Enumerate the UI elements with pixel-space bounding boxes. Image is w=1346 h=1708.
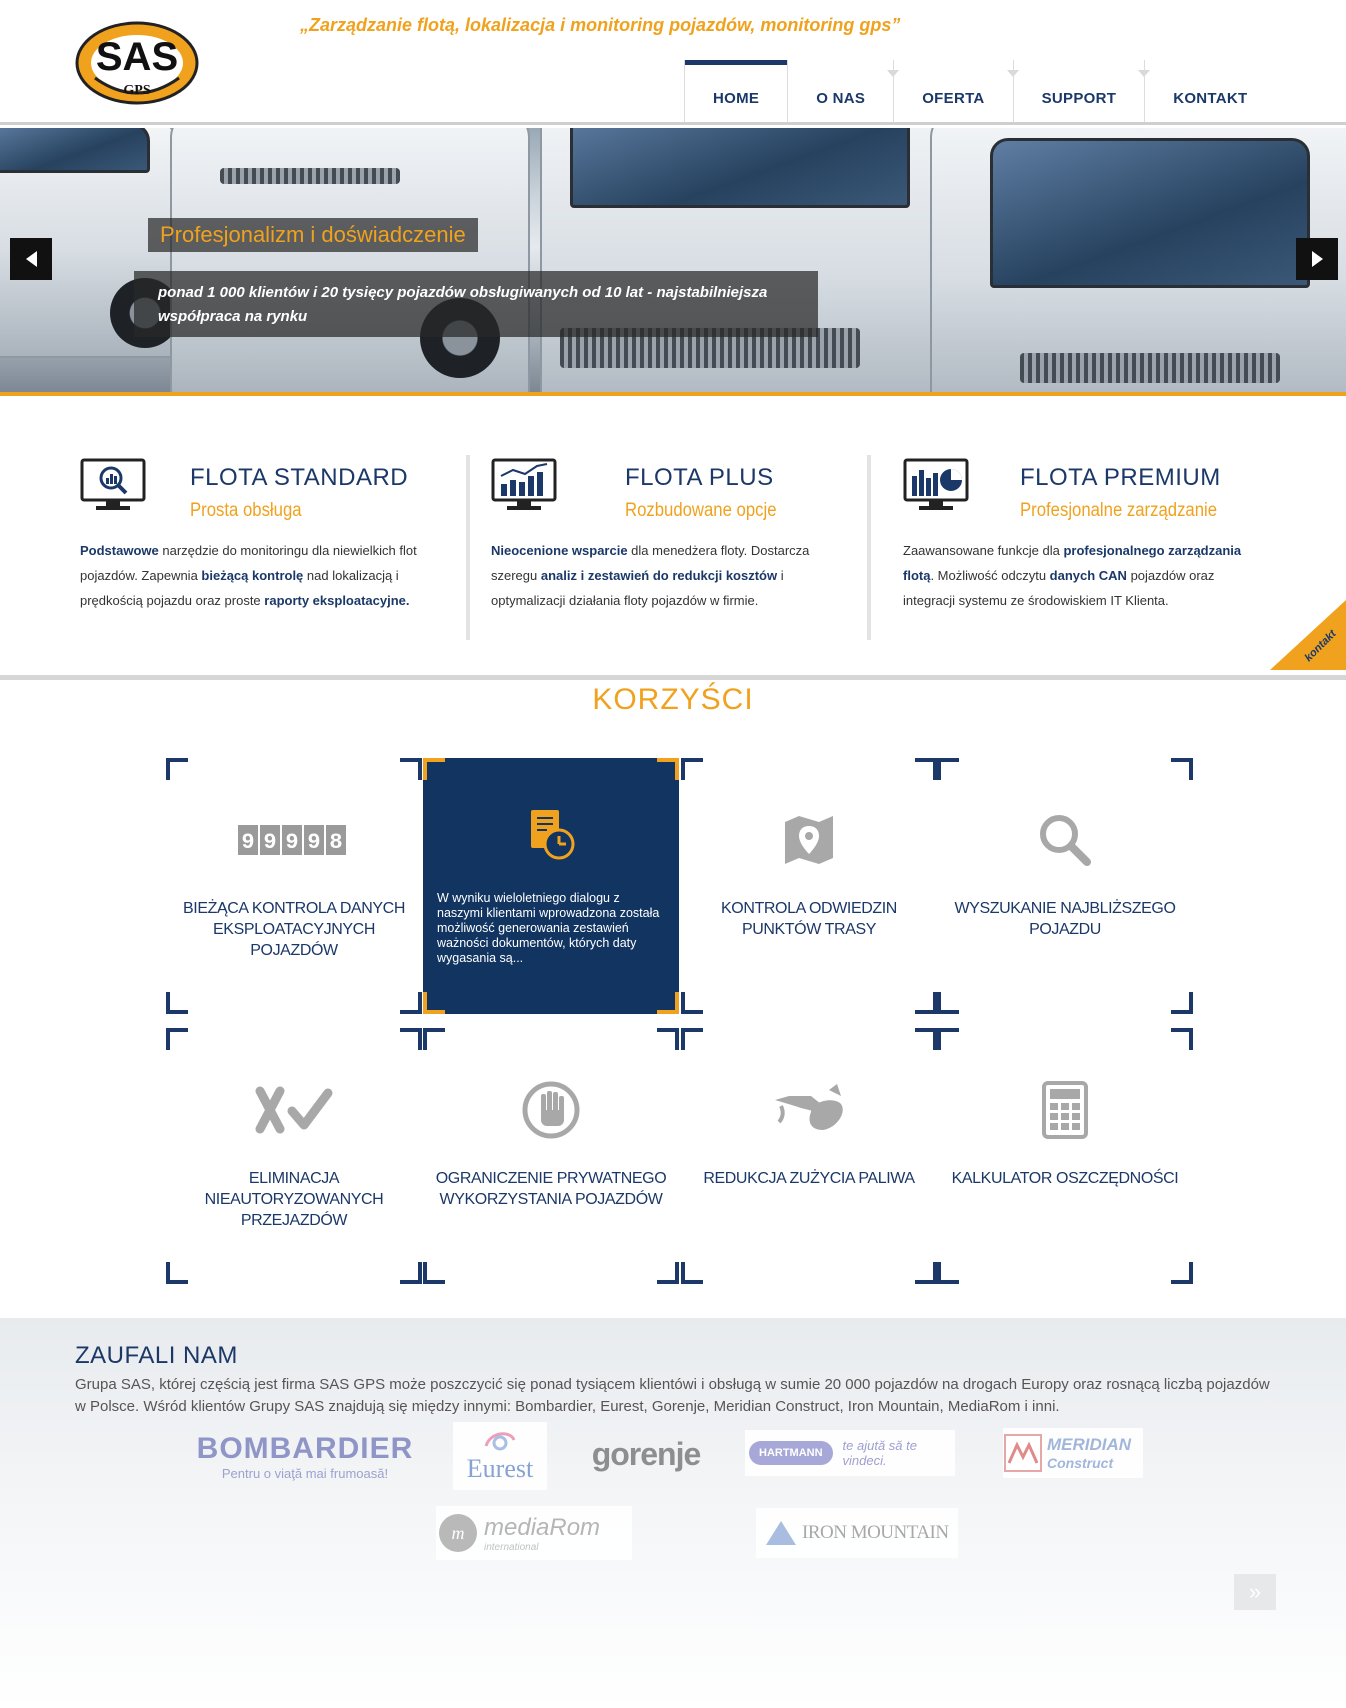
plan-title: FLOTA PREMIUM [1020, 464, 1221, 491]
corner-mark [423, 1028, 445, 1050]
slider-prev-button[interactable] [10, 238, 52, 280]
client-logo-meridian[interactable] [1003, 1428, 1143, 1478]
corner-mark [915, 758, 937, 780]
benefits-title: KORZYŚCI [592, 683, 754, 716]
map-pin-icon [681, 808, 937, 872]
bombardier-wordmark: BOMBARDIER [196, 1431, 414, 1465]
benefit-tile[interactable] [937, 758, 1193, 1014]
magnifier-icon [937, 808, 1193, 872]
header-tagline: „Zarządzanie flotą, lokalizacja i monitoring pojazdów, monitoring gps” [300, 15, 901, 35]
stop-hand-icon [423, 1078, 679, 1142]
plan-description-text: dla menedżera floty. Dostarcza szeregu [491, 543, 810, 583]
corner-mark [400, 758, 422, 780]
plan-description-emphasis: analiz i zestawień do redukcji kosztów [540, 568, 778, 583]
client-logo-mediarom[interactable] [436, 1506, 632, 1560]
corner-mark [681, 1028, 703, 1050]
monitor-search-icon [80, 458, 148, 514]
corner-mark [400, 1028, 422, 1050]
nav-kontakt[interactable]: KONTAKT [1144, 60, 1275, 122]
benefit-tile[interactable] [681, 1028, 937, 1284]
plan-subtitle: Prosta obsługa [190, 500, 302, 521]
svg-text:m: m [451, 1523, 465, 1543]
client-logo-hartmann[interactable] [745, 1430, 955, 1476]
iron-mountain-peak-icon [764, 1519, 798, 1547]
double-chevron-right-icon: » [1248, 1579, 1262, 1604]
odometer-digit: 8 [329, 830, 343, 855]
benefit-label: KONTROLA ODWIEDZIN PUNKTÓW TRASY [721, 900, 897, 938]
bombardier-slogan: Pentru o viaţă mai frumoasă! [221, 1465, 389, 1481]
plan-subtitle: Rozbudowane opcje [625, 500, 777, 521]
gorenje-wordmark: gorenje [591, 1435, 701, 1472]
benefits-grid [166, 758, 1182, 1286]
main-nav [684, 60, 1276, 122]
client-logo-iron-mountain[interactable] [756, 1508, 958, 1558]
hero-slider [0, 128, 1346, 396]
corner-mark [400, 1262, 422, 1284]
client-logo-bombardier[interactable] [185, 1428, 425, 1484]
plan-subtitle: Profesjonalne zarządzanie [1020, 500, 1218, 521]
nav-oferta[interactable]: OFERTA [893, 60, 1012, 122]
slider-next-button[interactable] [1296, 238, 1338, 280]
clients-description: Grupa SAS, której częścią jest firma SAS GPS może poszczycić się ponad tysiącem klientówi i obsługą w sumie 20 000 pojazdów na drogach Europy oraz rosnącą liczbą pojazdów w Polsce. Wśród klientów Grupy SAS znajdują się między innymi: Bombardier, Eurest, Gorenje, Meridian Construct, Iron Mountain, MediaRom i inni. [75, 1376, 1270, 1415]
sas-gps-logo[interactable] [75, 8, 205, 108]
plan-description-text: narzędzie do monitoringu dla niewielkich flot pojazdów. Zapewnia [80, 543, 417, 583]
fuel-nozzle-icon [681, 1078, 937, 1142]
client-logo-gorenje[interactable] [584, 1430, 708, 1478]
odometer-digit: 9 [263, 830, 277, 855]
meridian-emblem-icon [1003, 1433, 1043, 1473]
benefit-tile[interactable] [937, 1028, 1193, 1284]
clients-title: ZAUFALI NAM [75, 1342, 238, 1369]
cross-check-icon [166, 1078, 422, 1142]
benefit-tile[interactable] [166, 758, 422, 1014]
plan-description-emphasis: raporty eksploatacyjne. [264, 593, 410, 608]
corner-mark [681, 758, 703, 780]
arrow-left-icon [26, 251, 37, 267]
svg-text:SAS: SAS [95, 35, 179, 79]
corner-mark [937, 758, 959, 780]
corner-mark [915, 992, 937, 1014]
benefit-label: ELIMINACJA NIEAUTORYZOWANYCH PRZEJAZDÓW [204, 1170, 384, 1229]
corner-mark [937, 1028, 959, 1050]
corner-mark [166, 1262, 188, 1284]
meridian-sub: Construct [1047, 1455, 1114, 1471]
odometer-digit: 9 [241, 830, 255, 855]
nav-home[interactable]: HOME [684, 60, 787, 122]
plan-description-emphasis: bieżącą kontrolę [201, 568, 304, 583]
plan-description-text: i optymalizacji działania floty pojazdów w firmie. [491, 568, 784, 608]
benefit-tile[interactable] [681, 758, 937, 1014]
eurest-wordmark: Eurest [466, 1454, 534, 1483]
corner-mark [657, 1028, 679, 1050]
plans-section [0, 400, 1346, 676]
plan-description-text: pojazdów oraz integracji systemu ze środowiskiem IT Klienta. [903, 568, 1215, 608]
corner-mark [681, 1262, 703, 1284]
plan-description-text: nad lokalizacją i prędkością pojazdu oraz proste [80, 568, 399, 608]
corner-mark [1171, 992, 1193, 1014]
corner-mark [166, 1028, 188, 1050]
benefit-tile[interactable] [166, 1028, 422, 1284]
mediarom-sub: international [484, 1541, 539, 1553]
plan-description-text: . Możliwość odczytu [930, 568, 1050, 583]
benefit-description: W wyniku wieloletniego dialogu z naszymi klientami wprowadzona została możliwość generowania zestawień ważności dokumentów, których daty wygasania są... [437, 891, 660, 965]
plan-description [903, 538, 1268, 613]
svg-text:GPS: GPS [123, 83, 151, 98]
benefit-label: BIEŻĄCA KONTROLA DANYCH EKSPLOATACYJNYCH POJAZDÓW [183, 900, 405, 959]
document-clock-icon [423, 802, 679, 866]
benefit-label: WYSZUKANIE NAJBLIŻSZEGO POJAZDU [954, 900, 1176, 938]
hartmann-slogan: te ajută să te vindeci. [842, 1438, 917, 1468]
benefit-label: KALKULATOR OSZCZĘDNOŚCI [951, 1170, 1179, 1187]
corner-mark [681, 992, 703, 1014]
corner-mark [400, 992, 422, 1014]
nav-o-nas[interactable]: O NAS [787, 60, 893, 122]
kontakt-tab-label[interactable]: kontakt [1302, 627, 1339, 665]
benefit-tile-active[interactable] [423, 758, 679, 1014]
corner-mark [657, 992, 679, 1014]
plan-description [80, 538, 445, 613]
odometer-icon [166, 808, 422, 872]
plan-description-emphasis: danych CAN [1049, 568, 1127, 583]
monitor-analytics-icon [903, 458, 971, 514]
clients-section [0, 1318, 1346, 1708]
corner-mark [915, 1262, 937, 1284]
corner-mark [423, 992, 445, 1014]
mediarom-emblem-icon [436, 1511, 480, 1555]
corner-mark [1171, 758, 1193, 780]
corner-mark [915, 1028, 937, 1050]
plan-description-emphasis: Podstawowe [80, 543, 159, 558]
benefit-tile[interactable] [423, 1028, 679, 1284]
calculator-icon [937, 1078, 1193, 1142]
odometer-digit: 9 [307, 830, 321, 855]
plan-description-emphasis: profesjonalnego zarządzania flotą [903, 543, 1242, 583]
mediarom-wordmark: mediaRom [484, 1513, 601, 1541]
slide-caption: ponad 1 000 klientów i 20 tysięcy pojazdów obsługiwanych od 10 lat - najstabilniejsza współpraca na rynku [134, 271, 818, 337]
nav-support[interactable]: SUPPORT [1013, 60, 1145, 122]
monitor-chart-icon [491, 458, 559, 514]
eurest-swirl-icon [480, 1428, 520, 1454]
corner-mark [1171, 1262, 1193, 1284]
corner-mark [1171, 1028, 1193, 1050]
arrow-right-icon [1312, 251, 1323, 267]
benefit-label: OGRANICZENIE PRYWATNEGO WYKORZYSTANIA POJAZDÓW [435, 1170, 667, 1208]
plan-divider [867, 455, 871, 640]
client-logo-eurest[interactable] [453, 1422, 547, 1490]
corner-mark [657, 1262, 679, 1284]
corner-mark [423, 758, 445, 780]
meridian-wordmark: MERIDIAN [1047, 1435, 1132, 1454]
odometer-digit: 9 [285, 830, 299, 855]
benefit-label: REDUKCJA ZUŻYCIA PALIWA [703, 1170, 915, 1187]
clients-next-button[interactable] [1234, 1574, 1276, 1610]
corner-mark [423, 1262, 445, 1284]
section-divider [0, 675, 1346, 680]
plan-description [491, 538, 856, 613]
site-header [0, 0, 1346, 125]
plan-title: FLOTA STANDARD [190, 464, 409, 491]
plan-description-text: Zaawansowane funkcje dla [903, 543, 1064, 558]
plan-title: FLOTA PLUS [625, 464, 774, 491]
plan-description-emphasis: Nieocenione wsparcie [491, 543, 628, 558]
corner-mark [166, 992, 188, 1014]
corner-mark [937, 992, 959, 1014]
hartmann-badge: HARTMANN [749, 1441, 833, 1465]
corner-mark [166, 758, 188, 780]
iron-mountain-wordmark: IRON MOUNTAIN [802, 1522, 949, 1543]
slide-title: Profesjonalizm i doświadczenie [148, 218, 478, 252]
plan-divider [466, 455, 470, 640]
corner-mark [937, 1262, 959, 1284]
corner-mark [657, 758, 679, 780]
